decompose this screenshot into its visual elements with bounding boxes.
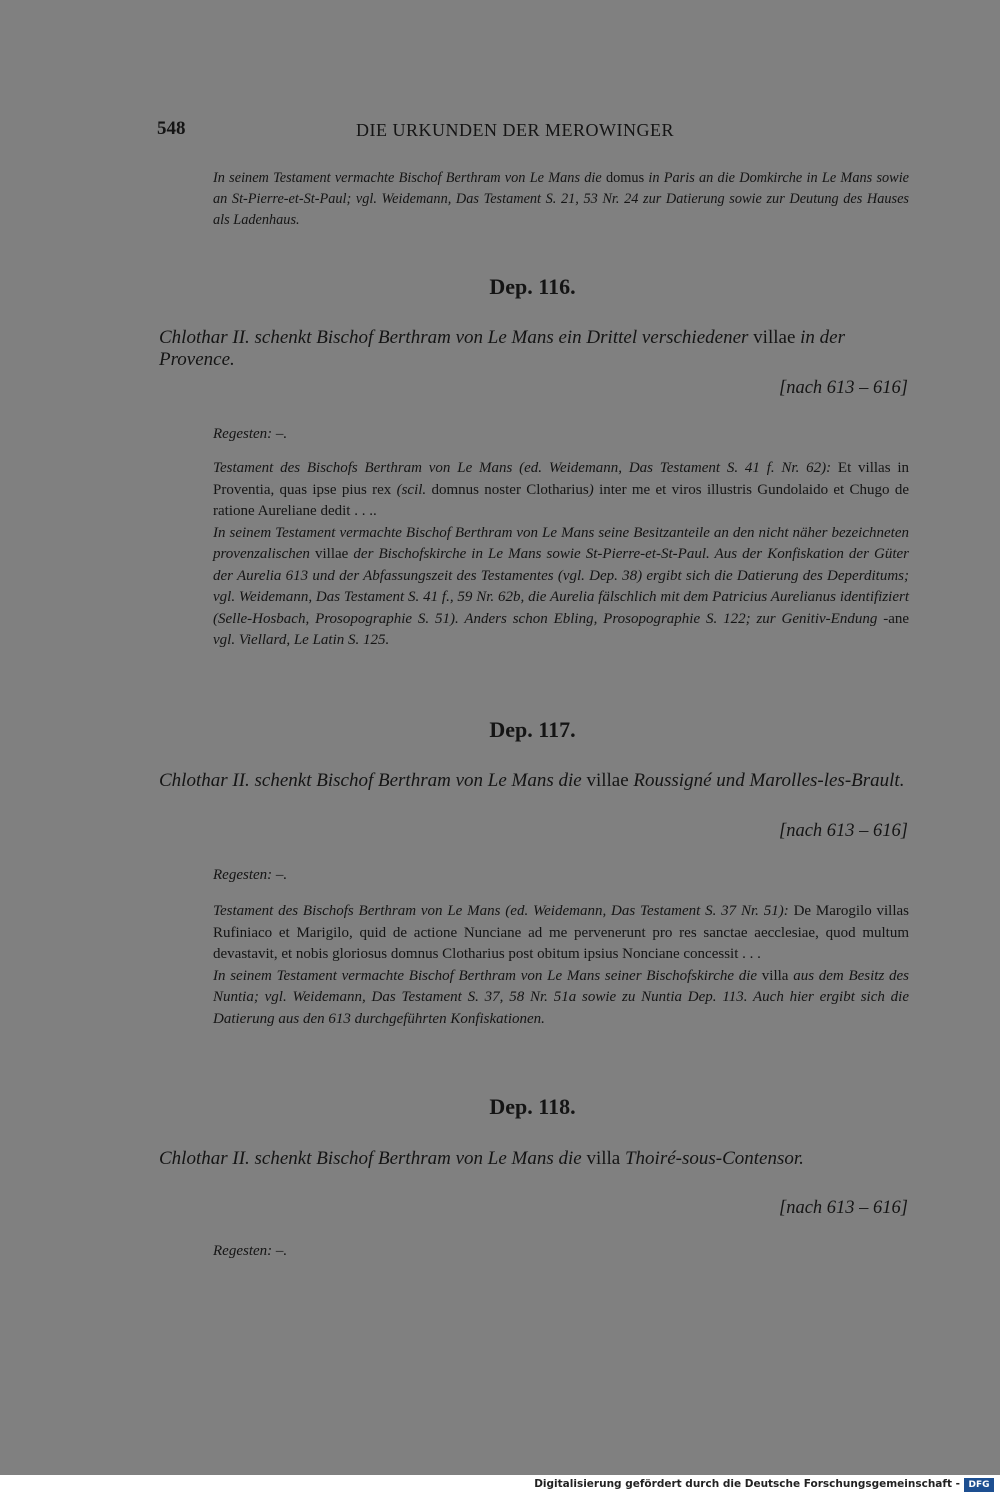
dep-117-date: [nach 613 – 616] — [779, 821, 908, 841]
dep-117-regesten-label: Regesten: –. — [213, 867, 288, 883]
footer-text: Digitalisierung gefördert durch die Deutsche Forschungsgemeinschaft - — [534, 1478, 960, 1490]
dep-117-regest: Chlothar II. schenkt Bischof Berthram von Le Mans die villae Roussigné und Marolles-les-Brault. — [159, 770, 905, 791]
top-note-term: domus — [606, 170, 645, 186]
funding-footer — [0, 1475, 1000, 1495]
dep-118-heading: Dep. 118. — [489, 1094, 576, 1119]
dep-117-comment: In seinem Testament vermachte Bischof Berthram von Le Mans seiner Bischofskirche die villa aus dem Besitz des Nuntia; vgl. Weidemann, Das Testament S. 37, 58 Nr. 51a sowie zu Nuntia Dep. 113. Auch hier ergibt sich die Datierung aus den 613 durchgeführten Konfiskationen. — [213, 967, 910, 1027]
dfg-logo: DFG — [964, 1478, 994, 1492]
dep-118-regesten-label: Regesten: –. — [213, 1243, 288, 1259]
dep-116-regest-term: villae — [753, 327, 796, 348]
dep-116-regesten-label: Regesten: –. — [213, 426, 288, 442]
top-note-text: In seinem Testament vermachte Bischof Berthram von Le Mans die — [213, 170, 602, 186]
dep-118-date: [nach 613 – 616] — [779, 1198, 908, 1218]
running-title: DIE URKUNDEN DER MEROWINGER — [356, 120, 674, 140]
dep-118-regest: Chlothar II. schenkt Bischof Berthram von Le Mans die villa Thoiré-sous-Contensor. — [159, 1148, 804, 1169]
dep-116-source: Testament des Bischofs Berthram von Le Mans (ed. Weidemann, Das Testament S. 41 f. Nr. 62): Et villas in Proventia, quas ipse pius rex (scil. domnus noster Clotharius) inter me et viros illustris Gundolaido et Chugo de ratione Aureliane dedit . . .. — [213, 460, 910, 519]
page-number: 548 — [157, 118, 186, 139]
top-note — [213, 168, 909, 231]
dep-116-regest-text: Chlothar II. schenkt Bischof Berthram von Le Mans ein Drittel verschiedener — [159, 327, 749, 348]
dep-116-date: [nach 613 – 616] — [779, 378, 908, 398]
dep-116-regest-text-cont: in der Provence. — [159, 327, 845, 370]
dep-116-heading: Dep. 116. — [489, 274, 576, 299]
dep-117-text — [213, 901, 909, 1030]
dep-116-comment: In seinem Testament vermachte Bischof Berthram von Le Mans seine Besitzanteile an den nicht näher bezeichneten provenzalischen villae der Bischofskirche in Le Mans sowie St-Pierre-et-St-Paul. Aus der Konfiskation der Güter der Aurelia 613 und der Abfassungszeit des Testamentes (vgl. Dep. 38) ergibt sich die Datierung des Deperditums; vgl. Weidemann, Das Testament S. 41 f., 59 Nr. 62b, die Aurelia fälschlich mit dem Patricius Aurelianus identifiziert (Selle-Hosbach, Prosopographie S. 51). Anders schon Ebling, Prosopographie S. 122; zur Genitiv-Endung -ane vgl. Viellard, Le Latin S. 125. — [213, 524, 910, 648]
dep-116-text — [213, 458, 909, 652]
dep-116-regest — [159, 327, 911, 371]
dep-117-source: Testament des Bischofs Berthram von Le Mans (ed. Weidemann, Das Testament S. 37 Nr. 51): De Marogilo villas Rufiniaco et Marigilo, quid de actione Nunciane ad me pervenerunt pro res sanctae aecclesiae, quod multum devastavit, et nobis gloriosus domnus Clotharius post obitum ipsius Nonciane concessit . . . — [213, 903, 910, 962]
top-note-text-cont: in Paris an die Domkirche in Le Mans sowie an St-Pierre-et-St-Paul; vgl. Weidemann, Das Testament S. 21, 53 Nr. 24 zur Datierung sowie zur Deutung des Hauses als Ladenhaus. — [213, 170, 910, 228]
dep-117-heading: Dep. 117. — [489, 717, 576, 742]
